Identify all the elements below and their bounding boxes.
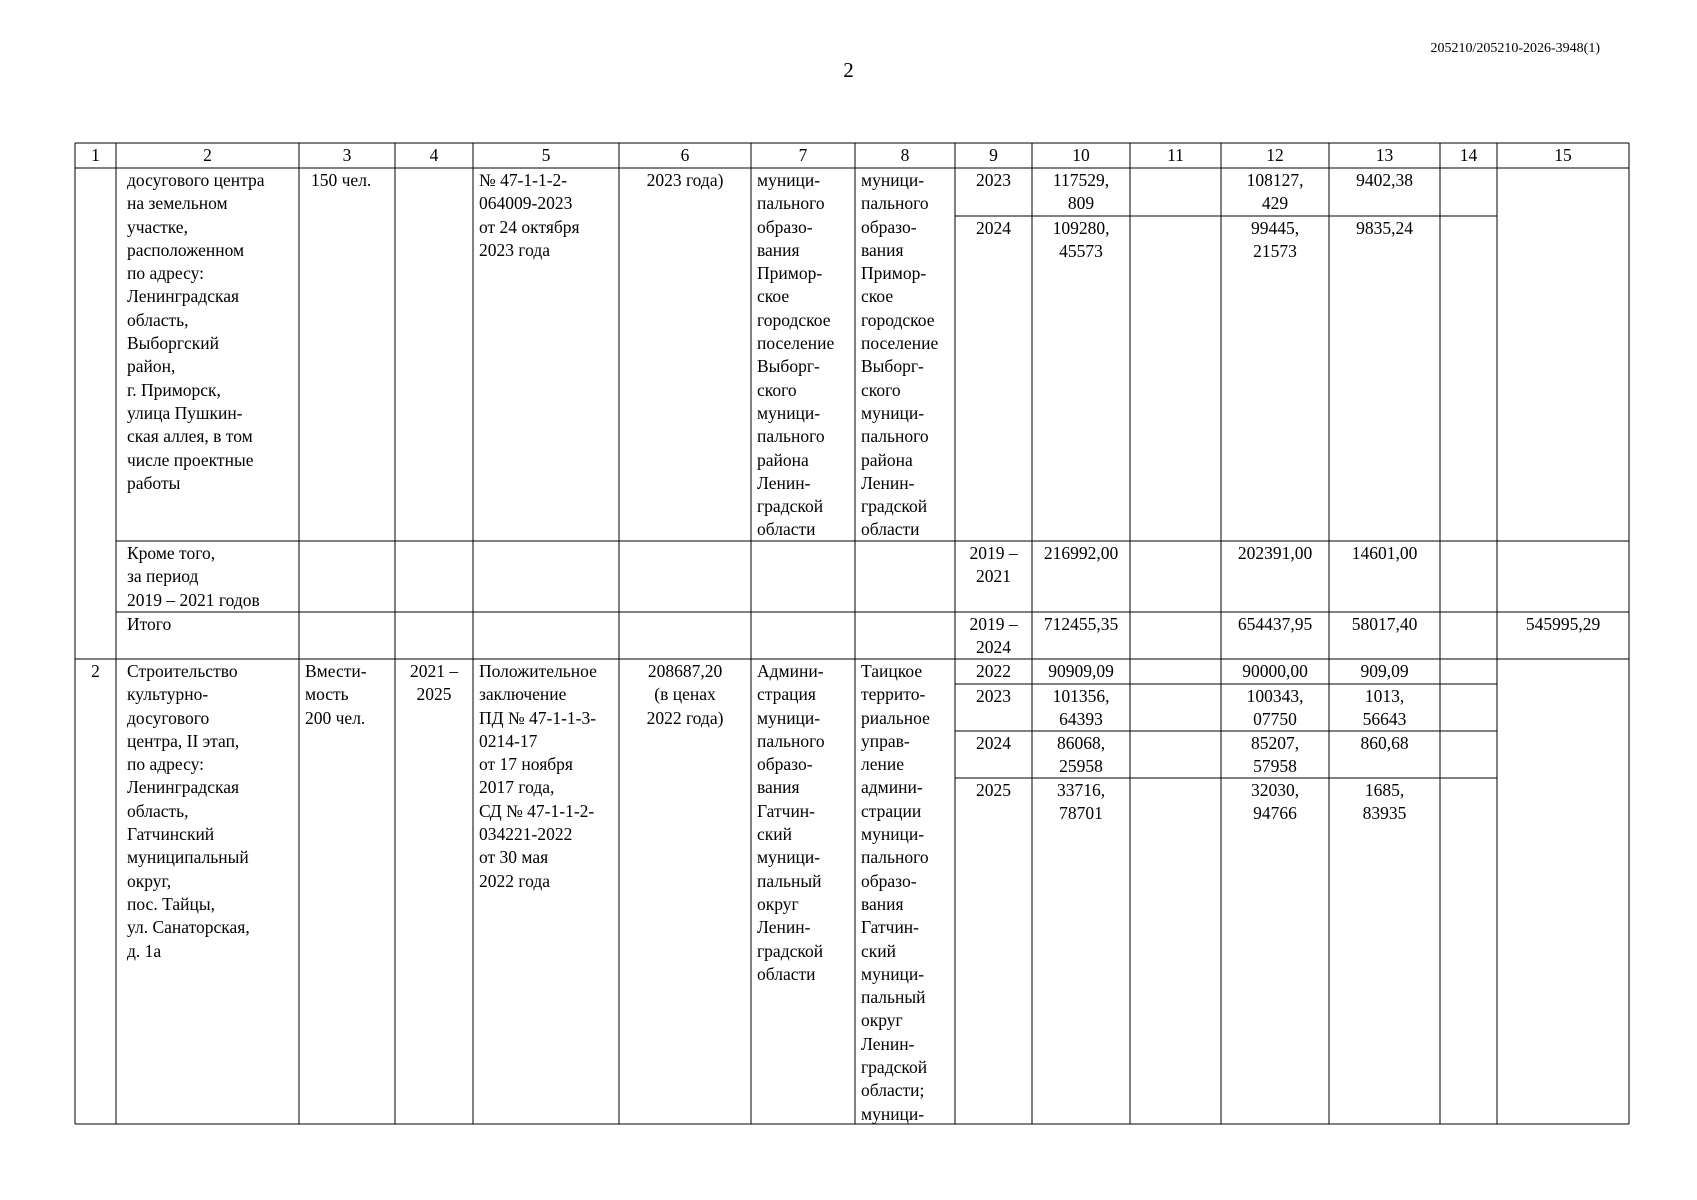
object-name: досугового центра на земельном участке, расположенном по адресу: Ленинградская область, Выборгский район, г. Приморск, улица Пушкин- ская аллея, в том числе проектные работы xyxy=(127,170,265,493)
total-amount: 86068, 25958 xyxy=(1056,733,1106,777)
year: 2024 xyxy=(976,218,1011,238)
column-header: 2 xyxy=(203,145,212,165)
year: 2022 xyxy=(976,661,1011,681)
year: 2025 xyxy=(976,780,1011,800)
column-header: 1 xyxy=(91,145,100,165)
document-id: 205210/205210-2026-3948(1) xyxy=(1430,41,1600,56)
column-15-amount: 545995,29 xyxy=(1525,614,1601,634)
local-amount: 860,68 xyxy=(1360,733,1409,753)
local-amount: 9402,38 xyxy=(1356,170,1413,190)
column-header: 9 xyxy=(989,145,998,165)
column-header: 13 xyxy=(1375,145,1394,165)
year: 2023 xyxy=(976,686,1011,706)
local-amount: 14601,00 xyxy=(1351,543,1418,563)
regional-amount: 202391,00 xyxy=(1237,543,1313,563)
column-header: 6 xyxy=(680,145,690,165)
regional-amount: 108127, 429 xyxy=(1246,170,1304,214)
column-header: 10 xyxy=(1072,145,1090,165)
customer: Админи- страция муници- пального образо- вания Гатчин- ский муници- пальный округ Ленин- градской области xyxy=(757,661,825,984)
total-amount: 216992,00 xyxy=(1043,543,1119,563)
developer: Таицкое террито- риальное управ- ление админи- страции муници- пального образо- вания Гатчин- ский муници- пальный округ Ленин- градской области; муници- xyxy=(861,661,930,1124)
besides-label: Кроме того, за период 2019 – 2021 годов xyxy=(127,543,260,610)
year-range: 2019 – 2024 xyxy=(969,614,1018,658)
regional-amount: 32030, 94766 xyxy=(1250,780,1300,824)
column-header: 3 xyxy=(342,145,352,165)
year: 2023 xyxy=(976,170,1011,190)
local-amount: 9835,24 xyxy=(1356,218,1413,238)
regional-amount: 99445, 21573 xyxy=(1250,218,1300,262)
column-header: 5 xyxy=(541,145,551,165)
year: 2024 xyxy=(976,733,1011,753)
column-header: 15 xyxy=(1554,145,1572,165)
regional-amount: 654437,95 xyxy=(1237,614,1313,634)
total-amount: 109280, 45573 xyxy=(1052,218,1110,262)
local-amount: 1013, 56643 xyxy=(1362,686,1407,730)
expert-conclusion: Положительное заключение ПД № 47-1-1-3- 0214-17 от 17 ноября 2017 года, СД № 47-1-1-2- 034221-2022 от 30 мая 2022 года xyxy=(479,661,597,891)
local-amount: 1685, 83935 xyxy=(1362,780,1407,824)
customer: муници- пального образо- вания Примор- ское городское поселение Выборг- ского муници- пального района Ленин- градской области xyxy=(757,170,835,540)
row-number: 2 xyxy=(91,661,100,681)
estimated-cost: 208687,20 (в ценах 2022 года) xyxy=(646,661,724,728)
total-amount: 90909,09 xyxy=(1048,661,1114,681)
estimated-cost: 2023 года) xyxy=(646,170,724,190)
capacity: Вмести- мость 200 чел. xyxy=(305,661,367,728)
column-header: 14 xyxy=(1459,145,1478,165)
column-header: 7 xyxy=(798,145,808,165)
object-name: Строительство культурно- досугового центра, II этап, по адресу: Ленинградская область, Гатчинский муниципальный округ, пос. Тайцы, ул. Санаторская, д. 1а xyxy=(127,661,250,961)
regional-amount: 85207, 57958 xyxy=(1250,733,1300,777)
total-amount: 101356, 64393 xyxy=(1052,686,1110,730)
local-amount: 58017,40 xyxy=(1351,614,1418,634)
total-label: Итого xyxy=(127,614,172,634)
developer: муници- пального образо- вания Примор- ское городское поселение Выборг- ского муници- пального района Ленин- градской области xyxy=(861,170,939,540)
total-amount: 117529, 809 xyxy=(1052,170,1110,214)
capacity: 150 чел. xyxy=(311,170,372,190)
expert-conclusion: № 47-1-1-2- 064009-2023 от 24 октября 2023 года xyxy=(479,170,580,260)
column-header: 4 xyxy=(429,145,439,165)
year-range: 2019 – 2021 xyxy=(969,543,1018,587)
regional-amount: 100343, 07750 xyxy=(1246,686,1304,730)
regional-amount: 90000,00 xyxy=(1242,661,1308,681)
total-amount: 33716, 78701 xyxy=(1056,780,1106,824)
column-header: 11 xyxy=(1167,145,1184,165)
construction-period: 2021 – 2025 xyxy=(409,661,459,705)
column-header: 12 xyxy=(1266,145,1284,165)
column-header: 8 xyxy=(900,145,910,165)
local-amount: 909,09 xyxy=(1360,661,1409,681)
page-number: 2 xyxy=(843,58,854,82)
total-amount: 712455,35 xyxy=(1043,614,1119,634)
